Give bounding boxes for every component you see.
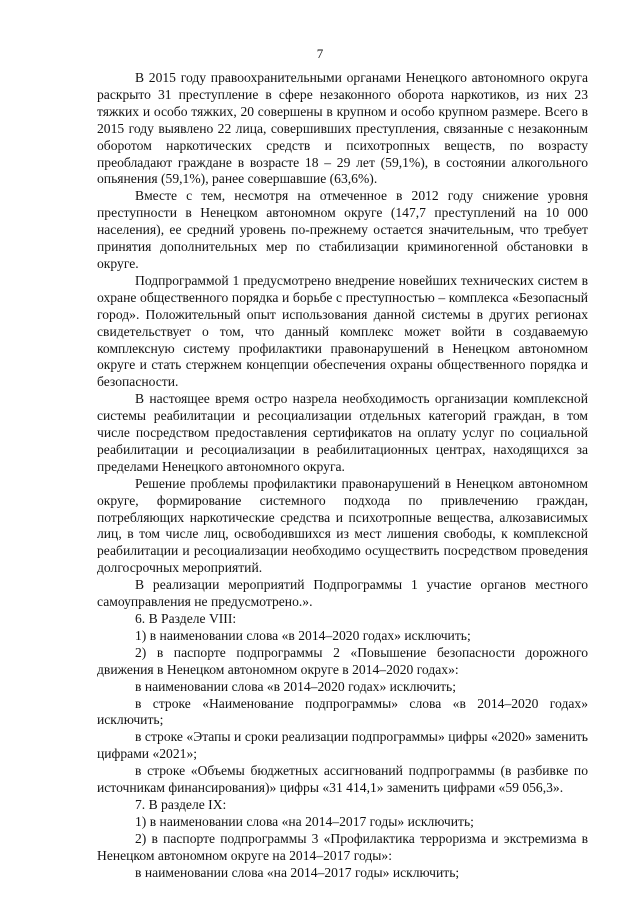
document-body [97, 70, 588, 882]
section-heading: 6. В Разделе VIII: [135, 611, 237, 626]
paragraph: В 2015 году правоохранительными органами Ненецкого автономного округа раскрыто 31 преступление в сфере незаконного оборота наркотиков, из них 23 тяжких и особо тяжких, 20 совершены в крупном и особо крупном размере. Всего в 2015 году выявлено 22 лица, совершивших преступления, связанные с незаконным оборотом наркотических средств и психотропных веществ, по возрасту преобладают граждане в возрасте 18 – 29 лет (59,1%), в состоянии алкогольного опьянения (59,1%), ранее совершавшие (63,6%). [97, 70, 588, 187]
list-item: 1) в наименовании слова «на 2014–2017 годы» исключить; [135, 813, 474, 829]
list-item: 2) в паспорте подпрограммы 3 «Профилактика терроризма и экстремизма в Ненецком автономном округе на 2014–2017 годы»: [97, 830, 588, 863]
list-item: 2) в паспорте подпрограммы 2 «Повышение безопасности дорожного движения в Ненецком автономном округе в 2014–2020 годах»: [97, 644, 588, 677]
paragraph: в строке «Наименование подпрограммы» слова «в 2014–2020 годах» исключить; [97, 695, 588, 728]
section-heading: 7. В разделе IX: [135, 796, 227, 812]
paragraph: в строке «Этапы и сроки реализации подпрограммы» цифры «2020» заменить цифрами «2021»; [97, 729, 588, 762]
paragraph: в наименовании слова «на 2014–2017 годы» исключить; [135, 864, 460, 880]
list-item: 1) в наименовании слова «в 2014–2020 годах» исключить; [135, 627, 471, 643]
paragraph: В реализации мероприятий Подпрограммы 1 участие органов местного самоуправления не предусмотрено.». [97, 577, 588, 610]
paragraph: в наименовании слова «в 2014–2020 годах» исключить; [135, 678, 457, 694]
paragraph: В настоящее время остро назрела необходимость организации комплексной системы реабилитации и ресоциализации отдельных категорий граждан, в том числе посредством предоставления сертификатов на оплату услуг по социальной реабилитации и ресоциализации в реабилитационных центрах, находящихся за пределами Ненецкого автономного округа. [97, 391, 588, 474]
paragraph: в строке «Объемы бюджетных ассигнований подпрограммы (в разбивке по источникам финансирования)» цифры «31 414,1» заменить цифрами «59 056,3». [97, 763, 588, 796]
paragraph: Решение проблемы профилактики правонарушений в Ненецком автономном округе, формирование системного подхода по привлечению граждан, потребляющих наркотические средства и психотропные вещества, алкозависимых лиц, в том числе лиц, освободившихся из мест лишения свободы, к комплексной реабилитации и ресоциализации необходимо осуществить посредством проведения долгосрочных мероприятий. [97, 475, 588, 576]
paragraph: Вместе с тем, несмотря на отмеченное в 2012 году снижение уровня преступности в Ненецком автономном округе (147,7 преступлений на 10 000 населения), ее средний уровень по-прежнему остается значительным, что требует принятия дополнительных мер по стабилизации криминогенной обстановки в округе. [97, 188, 588, 271]
page-number: 7 [316, 46, 324, 61]
paragraph: Подпрограммой 1 предусмотрено внедрение новейших технических систем в охране общественного порядка и борьбе с преступностью – комплекса «Безопасный город». Положительный опыт использования данной системы в других регионах свидетельствует о том, что данный комплекс может войти в создаваемую комплексную систему профилактики правонарушений в Ненецком автономном округе и стать стержнем концепции обеспечения охраны общественного порядка и безопасности. [97, 272, 588, 390]
